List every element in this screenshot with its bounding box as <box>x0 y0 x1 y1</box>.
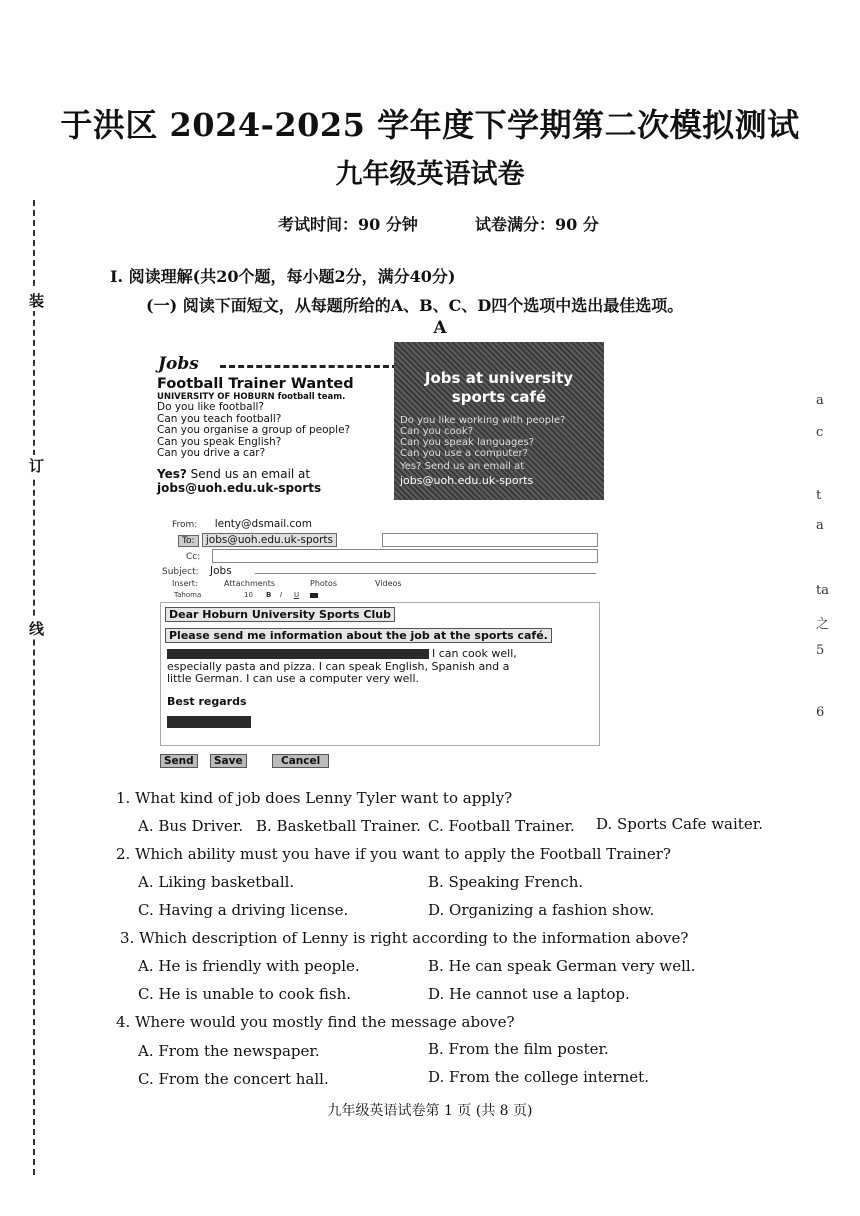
exam-score: 试卷满分：90 分 <box>475 215 599 234</box>
section-title: I. 阅读理解(共20个题，每小题2分，满分40分) <box>110 267 456 286</box>
question-4-option-a: A. From the newspaper. <box>138 1042 320 1060</box>
italic-button[interactable]: I <box>280 591 283 599</box>
right-edge-fragment: t <box>816 488 822 503</box>
cc-field[interactable] <box>212 549 598 563</box>
cafe-ad-line: Yes? Send us an email at <box>400 461 525 472</box>
attachments-button[interactable]: Attachments <box>224 579 276 588</box>
question-4-option-c: C. From the concert hall. <box>138 1070 329 1088</box>
question-3-option-a: A. He is friendly with people. <box>138 957 360 975</box>
question-1-stem: 1. What kind of job does Lenny Tyler want to apply? <box>116 789 513 807</box>
jobs-dashed-divider <box>220 365 398 368</box>
question-2-option-a: A. Liking basketball. <box>138 873 295 891</box>
football-ad-subtitle: UNIVERSITY OF HOBURN football team. <box>157 392 346 402</box>
right-edge-fragment: c <box>816 425 824 440</box>
cafe-ad-email: jobs@uoh.edu.uk-sports <box>400 474 534 487</box>
request-line: Please send me information about the job at the sports café. <box>165 628 552 643</box>
page-footer: 九年级英语试卷第 1 页 (共 8 页) <box>327 1103 533 1119</box>
margin-char-ding: 订 <box>29 457 45 475</box>
football-ad-email: jobs@uoh.edu.uk-sports <box>157 480 322 495</box>
question-3-option-d: D. He cannot use a laptop. <box>428 985 630 1003</box>
question-2-option-d: D. Organizing a fashion show. <box>428 901 655 919</box>
right-edge-fragment: 之 <box>816 617 830 632</box>
football-ad-send: Send us an email at <box>186 466 311 481</box>
from-value: lenty@dsmail.com <box>214 518 312 530</box>
from-label: From: <box>172 520 198 530</box>
greeting-line: Dear Hoburn University Sports Club <box>165 607 395 622</box>
cc-label: Cc: <box>186 552 201 562</box>
right-edge-fragment: 6 <box>816 705 825 720</box>
subject-value[interactable]: Jobs <box>210 565 232 577</box>
question-2-stem: 2. Which ability must you have if you want to apply the Football Trainer? <box>116 845 671 863</box>
football-ad-line: Do you like football? <box>157 401 264 413</box>
redacted-text <box>167 649 429 659</box>
cafe-ad-line: Can you use a computer? <box>400 448 528 459</box>
email-body[interactable] <box>160 602 600 746</box>
cafe-ad-line: Can you cook? <box>400 426 474 437</box>
cafe-ad-line: Can you speak languages? <box>400 437 535 448</box>
exam-title: 于洪区 2024-2025 学年度下学期第二次模拟测试 <box>60 106 800 144</box>
to-value[interactable]: jobs@uoh.edu.uk-sports <box>202 533 337 547</box>
exam-time: 考试时间：90 分钟 <box>278 215 418 234</box>
football-ad-line: Can you speak English? <box>157 435 282 448</box>
exam-subtitle: 九年级英语试卷 <box>335 159 525 190</box>
question-4-option-b: B. From the film poster. <box>428 1040 609 1058</box>
question-3-option-b: B. He can speak German very well. <box>428 957 696 975</box>
subject-label: Subject: <box>162 567 199 577</box>
right-edge-fragment: a <box>816 518 824 533</box>
football-ad-line: Can you drive a car? <box>157 447 266 459</box>
cafe-ad-title-2: sports café <box>451 388 547 406</box>
save-button[interactable]: Save <box>210 754 247 768</box>
jobs-heading: Jobs <box>158 354 199 374</box>
question-2-option-c: C. Having a driving license. <box>138 901 349 919</box>
question-1-option-c: C. Football Trainer. <box>428 817 575 835</box>
send-button[interactable]: Send <box>160 754 198 768</box>
underline-button[interactable]: U <box>294 591 300 599</box>
bold-button[interactable]: B <box>266 591 272 599</box>
sports-cafe-ad <box>394 342 604 500</box>
redacted-signature <box>167 716 251 728</box>
insert-label: Insert: <box>172 579 198 588</box>
color-swatch-icon[interactable] <box>310 593 318 598</box>
question-4-option-d: D. From the college internet. <box>428 1068 649 1086</box>
binding-dashed-line <box>33 200 35 1175</box>
question-2-option-b: B. Speaking French. <box>428 873 584 891</box>
question-1-option-b: B. Basketball Trainer. <box>256 817 421 835</box>
font-select[interactable]: Tahoma <box>174 591 202 599</box>
football-ad-line: Can you organise a group of people? <box>157 424 351 436</box>
subject-field[interactable] <box>255 563 596 574</box>
body-line-3: little German. I can use a computer very well. <box>167 672 420 685</box>
question-1-option-a: A. Bus Driver. <box>138 817 244 835</box>
videos-button[interactable]: Videos <box>375 579 402 588</box>
football-trainer-ad <box>157 376 395 495</box>
question-3-stem: 3. Which description of Lenny is right according to the information above? <box>120 929 689 947</box>
cafe-ad-line: Do you like working with people? <box>400 415 566 426</box>
question-4-stem: 4. Where would you mostly find the message above? <box>116 1013 515 1031</box>
photos-button[interactable]: Photos <box>310 579 337 588</box>
right-edge-fragment: 5 <box>816 643 825 658</box>
body-line-1: I can cook well, <box>432 647 517 660</box>
to-field[interactable] <box>382 533 598 547</box>
cafe-ad-title-1: Jobs at university <box>424 369 574 387</box>
body-line-2: especially pasta and pizza. I can speak English, Spanish and a <box>167 660 510 673</box>
football-ad-yes: Yes? <box>157 466 187 481</box>
football-ad-line: Can you teach football? <box>157 412 282 425</box>
closing-line: Best regards <box>167 695 247 708</box>
right-edge-fragment: a <box>816 393 824 408</box>
passage-label: A <box>433 318 447 338</box>
to-button[interactable]: To: <box>178 535 199 547</box>
cancel-button[interactable]: Cancel <box>272 754 329 768</box>
font-size-select[interactable]: 10 <box>244 591 253 599</box>
question-1-option-d: D. Sports Cafe waiter. <box>596 815 763 833</box>
subsection-title: (一) 阅读下面短文，从每题所给的A、B、C、D四个选项中选出最佳选项。 <box>146 296 684 315</box>
football-ad-title: Football Trainer Wanted <box>157 376 354 392</box>
margin-char-zhuang: 装 <box>29 292 45 310</box>
margin-char-xian: 线 <box>29 620 45 638</box>
question-3-option-c: C. He is unable to cook fish. <box>138 985 352 1003</box>
right-edge-fragment: ta <box>816 583 829 598</box>
